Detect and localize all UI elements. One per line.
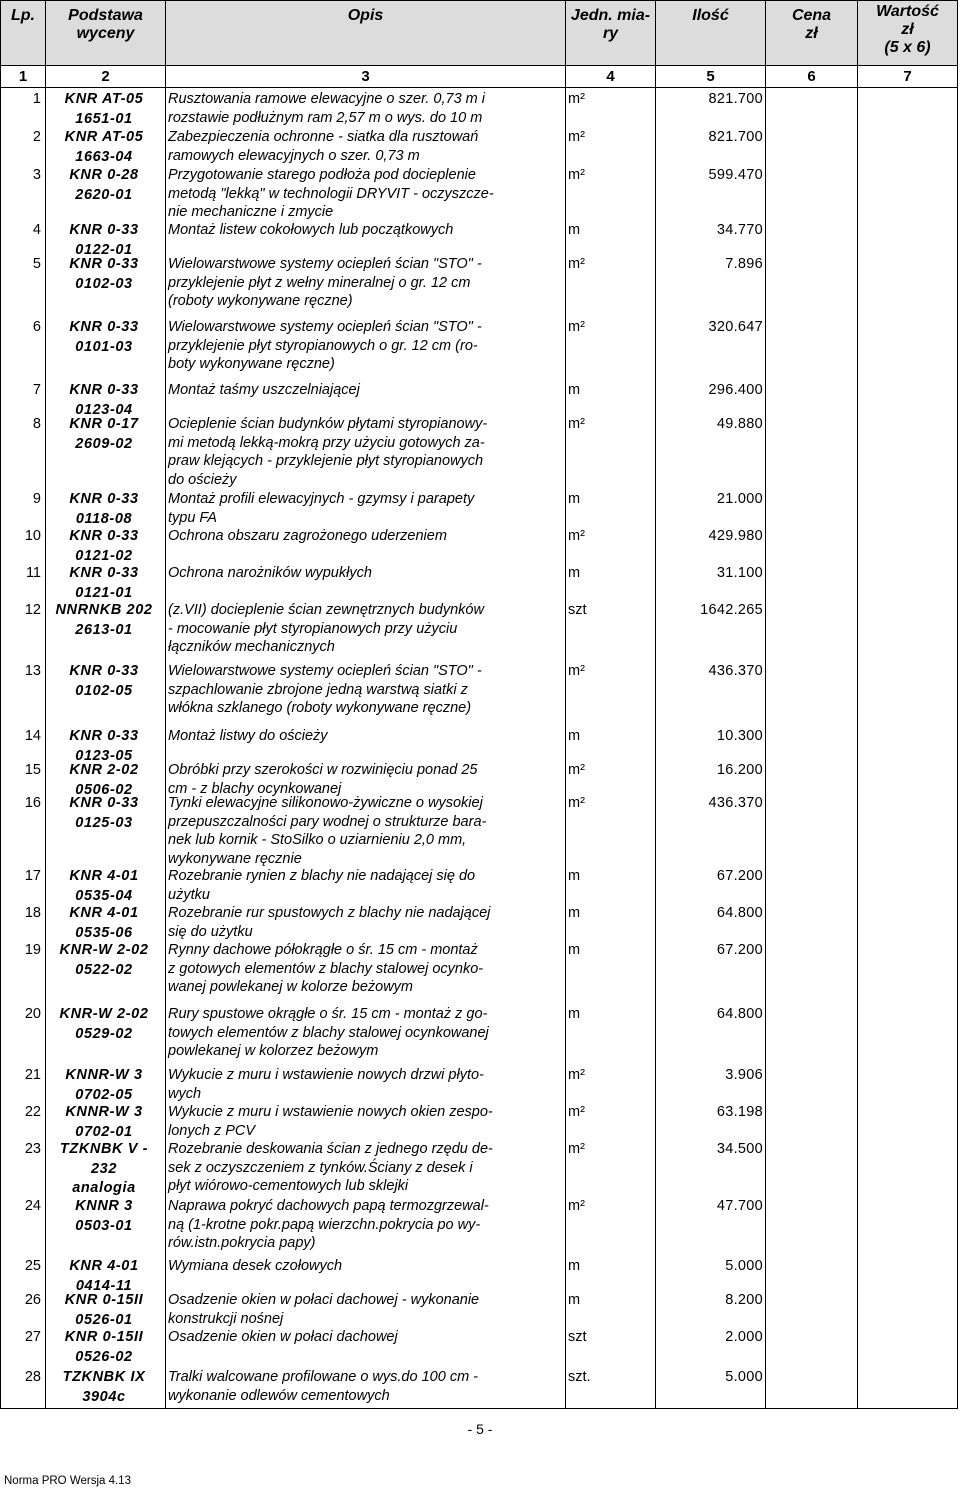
row-description: Rozebranie rur spustowych z blachy nie nadającej się do użytku	[168, 905, 491, 940]
row-quantity: 3.906	[725, 1067, 763, 1083]
row-number: 26	[24, 1292, 41, 1308]
row-number: 22	[24, 1104, 41, 1120]
row-quantity: 47.700	[716, 1198, 763, 1214]
row-quantity: 34.500	[716, 1141, 763, 1157]
row-unit: m	[568, 905, 581, 921]
column-number: 5	[656, 66, 766, 87]
row-unit: m²	[568, 416, 585, 432]
row-unit: m²	[568, 319, 585, 335]
row-description: (z.VII) docieplenie ścian zewnętrznych budynków - mocowanie płyt styropianowych przy użyciu łączników mechanicznych	[168, 602, 484, 655]
column-divider	[565, 88, 566, 1408]
header-wartosc: Wartość zł (5 x 6)	[876, 3, 939, 56]
row-description: Tynki elewacyjne silikonowo-żywiczne o wysokiej przepuszczalności pary wodnej o strukturze bara- nek lub kornik - StoSilko o uziarnieniu 2,0 mm, wykonywane ręcznie	[168, 795, 487, 867]
row-number: 19	[24, 942, 41, 958]
row-code: KNR 4-01 0535-04	[69, 868, 139, 904]
row-description: Ochrona narożników wypukłych	[168, 565, 372, 581]
header-jedn: Jedn. mia- ry	[566, 1, 656, 65]
column-number: 2	[46, 66, 166, 87]
column-number-row	[0, 66, 958, 88]
row-number: 8	[32, 416, 41, 432]
column-number: 3	[166, 66, 566, 87]
row-unit: m	[568, 382, 581, 398]
row-quantity: 67.200	[716, 868, 763, 884]
row-number: 21	[24, 1067, 41, 1083]
row-quantity: 821.700	[708, 91, 763, 107]
row-code: KNNR-W 3 0702-05	[65, 1067, 143, 1103]
row-description: Rozebranie deskowania ścian z jednego rzędu de- sek z oczyszczeniem z tynków.Ściany z desek i płyt wiórowo-cementowych lub sklejki	[168, 1141, 493, 1194]
row-description: Osadzenie okien w połaci dachowej	[168, 1329, 398, 1345]
row-code: KNR 0-28 2620-01	[69, 167, 139, 203]
row-code: TZKNBK V - 232 analogia	[59, 1141, 149, 1196]
row-quantity: 5.000	[725, 1369, 763, 1385]
column-number: 7	[903, 68, 912, 85]
row-description: Rusztowania ramowe elewacyjne o szer. 0,73 m i rozstawie podłużnym ram 2,57 m o wys. do 10 m	[168, 91, 485, 126]
row-unit: m²	[568, 663, 585, 679]
row-quantity: 63.198	[716, 1104, 763, 1120]
column-number: 4	[566, 66, 656, 87]
row-quantity: 49.880	[716, 416, 763, 432]
row-number: 24	[24, 1198, 41, 1214]
row-description: Rozebranie rynien z blachy nie nadającej się do użytku	[168, 868, 476, 903]
table-body	[0, 88, 958, 1409]
row-description: Osadzenie okien w połaci dachowej - wykonanie konstrukcji nośnej	[168, 1292, 480, 1327]
row-quantity: 16.200	[716, 762, 763, 778]
row-code: KNR 0-17 2609-02	[69, 416, 139, 452]
row-quantity: 64.800	[716, 905, 763, 921]
row-number: 17	[24, 868, 41, 884]
column-divider	[765, 88, 766, 1408]
row-quantity: 7.896	[725, 256, 763, 272]
row-unit: m²	[568, 1141, 585, 1157]
row-quantity: 8.200	[725, 1292, 763, 1308]
row-number: 12	[24, 602, 41, 618]
column-number: 6	[766, 66, 858, 87]
row-quantity: 21.000	[716, 491, 763, 507]
row-code: TZKNBK IX 3904c	[62, 1369, 146, 1405]
row-description: Wykucie z muru i wstawienie nowych okien zespo- lonych z PCV	[168, 1104, 493, 1139]
row-code: KNR 4-01 0535-06	[69, 905, 139, 941]
row-description: Wykucie z muru i wstawienie nowych drzwi płyto- wych	[168, 1067, 484, 1102]
row-quantity: 599.470	[708, 167, 763, 183]
column-number: 1	[1, 66, 46, 87]
row-number: 7	[32, 382, 41, 398]
row-code: KNR 2-02 0506-02	[69, 762, 139, 798]
row-unit: m	[568, 728, 581, 744]
row-number: 4	[32, 222, 41, 238]
row-quantity: 436.370	[708, 795, 763, 811]
row-number: 25	[24, 1258, 41, 1274]
row-code: KNR 0-33 0121-02	[69, 528, 139, 564]
row-number: 13	[24, 663, 41, 679]
row-description: Zabezpieczenia ochronne - siatka dla rusztowań ramowych elewacyjnych o szer. 0,73 m	[168, 129, 479, 164]
row-quantity: 429.980	[708, 528, 763, 544]
row-unit: m	[568, 942, 581, 958]
row-description: Przygotowanie starego podłoża pod docieplenie metodą "lekką" w technologii DRYVIT - oczyszcze- nie mechaniczne i zmycie	[168, 167, 494, 220]
row-description: Naprawa pokryć dachowych papą termozgrzewal- ną (1-krotne pokr.papą wierzchn.pokrycia po wy- rów.istn.pokrycia papy)	[168, 1198, 489, 1251]
row-number: 11	[25, 565, 41, 581]
row-unit: m	[568, 491, 581, 507]
row-number: 14	[24, 728, 41, 744]
row-code: KNR 0-15II 0526-02	[64, 1329, 144, 1365]
row-quantity: 821.700	[708, 129, 763, 145]
row-description: Ocieplenie ścian budynków płytami styropianowy- mi metodą lekką-mokrą przy użyciu gotowych za- praw klejących - przyklejenie płyt styropianowych do ościeży	[168, 416, 488, 488]
row-unit: m²	[568, 795, 585, 811]
row-unit: m²	[568, 1198, 585, 1214]
row-description: Rynny dachowe półokrągłe o śr. 15 cm - montaż z gotowych elementów z blachy stalowej ocynko- wanej powlekanej w kolorze beżowym	[168, 942, 484, 995]
row-description: Rury spustowe okrągłe o śr. 15 cm - montaż z go- towych elementów z blachy stalowej ocynkowanej powlekanej w kolorzez beżowym	[168, 1006, 489, 1059]
header-cena: Cena zł	[766, 1, 858, 65]
row-unit: m²	[568, 129, 585, 145]
row-code: KNR AT-05 1651-01	[64, 91, 144, 127]
row-quantity: 10.300	[716, 728, 763, 744]
row-code: KNR-W 2-02 0529-02	[59, 1006, 149, 1042]
row-unit: m²	[568, 528, 585, 544]
row-description: Wymiana desek czołowych	[168, 1258, 343, 1274]
row-number: 27	[24, 1329, 41, 1345]
row-unit: szt	[568, 1329, 587, 1345]
row-description: Wielowarstwowe systemy ociepleń ścian "STO" - przyklejenie płyt styropianowych o gr. 12 cm (ro- boty wykonywane ręczne)	[168, 319, 482, 372]
row-unit: m	[568, 1258, 581, 1274]
row-unit: m²	[568, 762, 585, 778]
row-unit: m²	[568, 256, 585, 272]
row-quantity: 1642.265	[700, 602, 763, 618]
row-code: KNR 0-15II 0526-01	[64, 1292, 144, 1328]
row-quantity: 5.000	[725, 1258, 763, 1274]
row-number: 20	[24, 1006, 41, 1022]
row-quantity: 2.000	[725, 1329, 763, 1345]
row-description: Ochrona obszaru zagrożonego uderzeniem	[168, 528, 447, 544]
column-divider	[165, 88, 166, 1408]
row-unit: m	[568, 1292, 581, 1308]
row-unit: m²	[568, 167, 585, 183]
row-number: 18	[24, 905, 41, 921]
row-unit: szt.	[568, 1369, 591, 1385]
row-quantity: 31.100	[716, 565, 763, 581]
row-unit: m	[568, 565, 581, 581]
row-code: KNNR 3 0503-01	[75, 1198, 133, 1234]
row-number: 28	[24, 1369, 41, 1385]
header-podstawa: Podstawa wyceny	[46, 1, 166, 65]
header-ilosc: Ilość	[656, 1, 766, 65]
row-description: Montaż listew cokołowych lub początkowych	[168, 222, 454, 238]
row-unit: m²	[568, 91, 585, 107]
row-code: KNR 4-01 0414-11	[69, 1258, 139, 1294]
header-opis: Opis	[166, 1, 566, 65]
row-description: Montaż taśmy uszczelniającej	[168, 382, 360, 398]
row-quantity: 296.400	[708, 382, 763, 398]
row-description: Montaż listwy do ościeży	[168, 728, 328, 744]
row-code: KNR 0-33 0102-05	[69, 663, 139, 699]
row-number: 16	[24, 795, 41, 811]
header-lp: Lp.	[1, 1, 46, 65]
row-number: 5	[32, 256, 41, 272]
row-unit: m	[568, 222, 581, 238]
row-number: 15	[24, 762, 41, 778]
row-quantity: 34.770	[716, 222, 763, 238]
row-unit: m	[568, 1006, 581, 1022]
row-number: 1	[32, 91, 41, 107]
row-description: Montaż profili elewacyjnych - gzymsy i parapety typu FA	[168, 491, 475, 526]
row-unit: m²	[568, 1104, 585, 1120]
row-code: KNR 0-33 0118-08	[69, 491, 139, 527]
row-quantity: 64.800	[716, 1006, 763, 1022]
row-unit: m	[568, 868, 581, 884]
row-code: NNRNKB 202 2613-01	[55, 602, 153, 638]
page-number: - 5 -	[467, 1421, 493, 1437]
row-code: KNR 0-33 0102-03	[69, 256, 139, 292]
row-number: 6	[32, 319, 41, 335]
row-description: Wielowarstwowe systemy ociepleń ścian "STO" - szpachlowanie zbrojone jedną warstwą siatki z włókna szklanego (roboty wykonywane ręczne)	[168, 663, 482, 716]
row-code: KNR 0-33 0123-04	[69, 382, 139, 418]
row-code: KNR 0-33 0121-01	[69, 565, 139, 601]
row-code: KNR 0-33 0122-01	[69, 222, 139, 258]
row-code: KNR AT-05 1663-04	[64, 129, 144, 165]
table-header	[0, 0, 958, 66]
column-divider	[857, 88, 858, 1408]
row-quantity: 436.370	[708, 663, 763, 679]
row-unit: szt	[568, 602, 587, 618]
row-unit: m²	[568, 1067, 585, 1083]
software-version: Norma PRO Wersja 4.13	[4, 1475, 131, 1487]
row-number: 9	[32, 491, 41, 507]
row-code: KNR 0-33 0101-03	[69, 319, 139, 355]
row-number: 10	[24, 528, 41, 544]
row-code: KNNR-W 3 0702-01	[65, 1104, 143, 1140]
row-number: 2	[32, 129, 41, 145]
row-number: 23	[24, 1141, 41, 1157]
row-code: KNR-W 2-02 0522-02	[59, 942, 149, 978]
row-description: Wielowarstwowe systemy ociepleń ścian "STO" - przyklejenie płyt z wełny mineralnej o gr. 12 cm (roboty wykonywane ręczne)	[168, 256, 482, 309]
row-code: KNR 0-33 0125-03	[69, 795, 139, 831]
row-description: Obróbki przy szerokości w rozwinięciu ponad 25 cm - z blachy ocynkowanej	[168, 762, 478, 797]
row-code: KNR 0-33 0123-05	[69, 728, 139, 764]
row-description: Tralki walcowane profilowane o wys.do 100 cm - wykonanie odlewów cementowych	[168, 1369, 479, 1404]
row-quantity: 67.200	[716, 942, 763, 958]
row-number: 3	[32, 167, 41, 183]
row-quantity: 320.647	[708, 319, 763, 335]
